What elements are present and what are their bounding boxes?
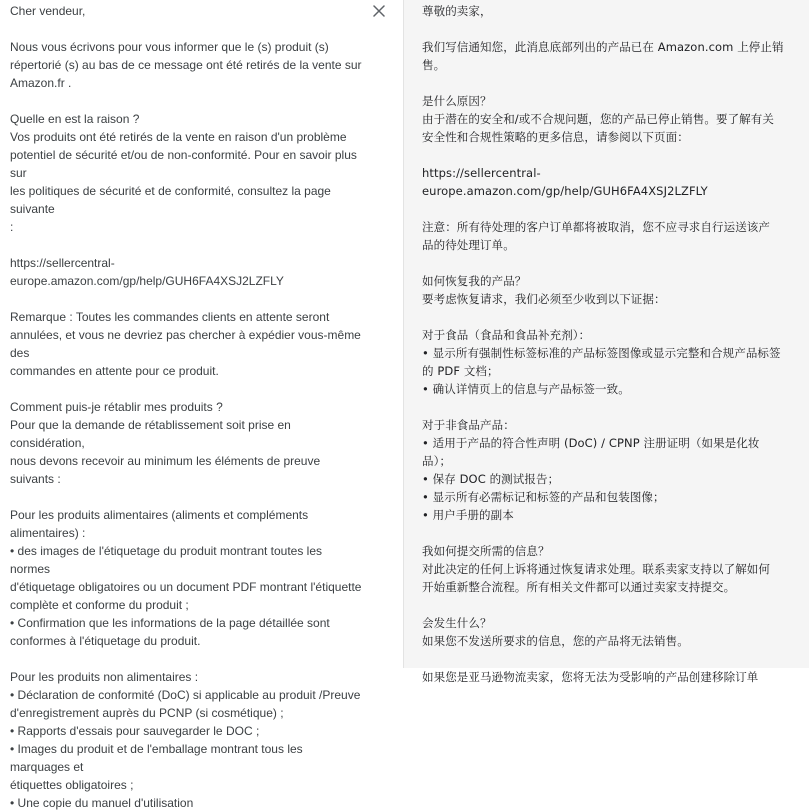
- source-text-pane[interactable]: [0, 0, 404, 810]
- close-icon: [373, 5, 385, 17]
- source-text[interactable]: Cher vendeur, Nous vous écrivons pour vous informer que le (s) produit (s) répertorié (s) au bas de ce message ont été retirés de la vente sur Amazon.fr . Quelle en est la raison ? Vos produits ont été retirés de la vente en raison d'un problème potentiel de sécurité et/ou de non-conformité. Pour en savoir plus sur les politiques de sécurité et de conformité, consultez la page suivante : https://sellercentral- europe.amazon.com/gp/help/GUH6FA4XSJ2LZFLY Remarque : Toutes les commandes clients en attente seront annulées, et vous ne devriez pas chercher à expédier vous-même des commandes en attente pour ce produit. Comment puis-je rétablir mes produits ? Pour que la demande de rétablissement soit prise en considération, nous devons recevoir au minimum les éléments de preuve suivants : Pour les produits alimentaires (aliments et compléments alimentaires) : • des images de l'étiquetage du produit montrant toutes les normes d'étiquetage obligatoires ou un document PDF montrant l'étiquette complète et conforme du produit ; • Confirmation que les informations de la page détaillée sont conformes à l'étiquetage du produit. Pour les produits non alimentaires : • Déclaration de conformité (DoC) si applicable au produit /Preuve d'enregistrement auprès du PCNP (si cosmétique) ; • Rapports d'essais pour sauvegarder le DOC ; • Images du produit et de l'emballage montrant tous les marquages et étiquettes obligatoires ; • Une copie du manuel d'utilisation: [10, 4, 362, 810]
- clear-source-button[interactable]: [369, 1, 389, 21]
- translated-text: 尊敬的卖家， 我们写信通知您，此消息底部列出的产品已在 Amazon.com 上停止销 售。 是什么原因？ 由于潜在的安全和/或不合规问题，您的产品已停止销售。要了解有关 安全性和合规性策略的更多信息，请参阅以下页面： https://sellercentral- europe.amazon.com/gp/help/GUH6FA4XSJ2LZFLY 注意：所有待处理的客户订单都将被取消，您不应寻求自行运送该产 品的待处理订单。 如何恢复我的产品？ 要考虑恢复请求，我们必须至少收到以下证据： 对于食品（食品和食品补充剂）： • 显示所有强制性标签标准的产品标签图像或显示完整和合规产品标签 的 PDF 文档； • 确认详情页上的信息与产品标签一致。 对于非食品产品： • 适用于产品的符合性声明 (DoC) / CPNP 注册证明（如果是化妆 品）； • 保存 DOC 的测试报告； • 显示所有必需标记和标签的产品和包装图像； • 用户手册的副本 我如何提交所需的信息？ 对此决定的任何上诉将通过恢复请求处理。联系卖家支持以了解如何 开始重新整合流程。所有相关文件都可以通过卖家支持提交。 会发生什么？ 如果您不发送所要求的信息，您的产品将无法销售。 如果您是亚马逊物流卖家，您将无法为受影响的产品创建移除订单: [422, 4, 784, 684]
- translated-text-pane: [404, 0, 809, 684]
